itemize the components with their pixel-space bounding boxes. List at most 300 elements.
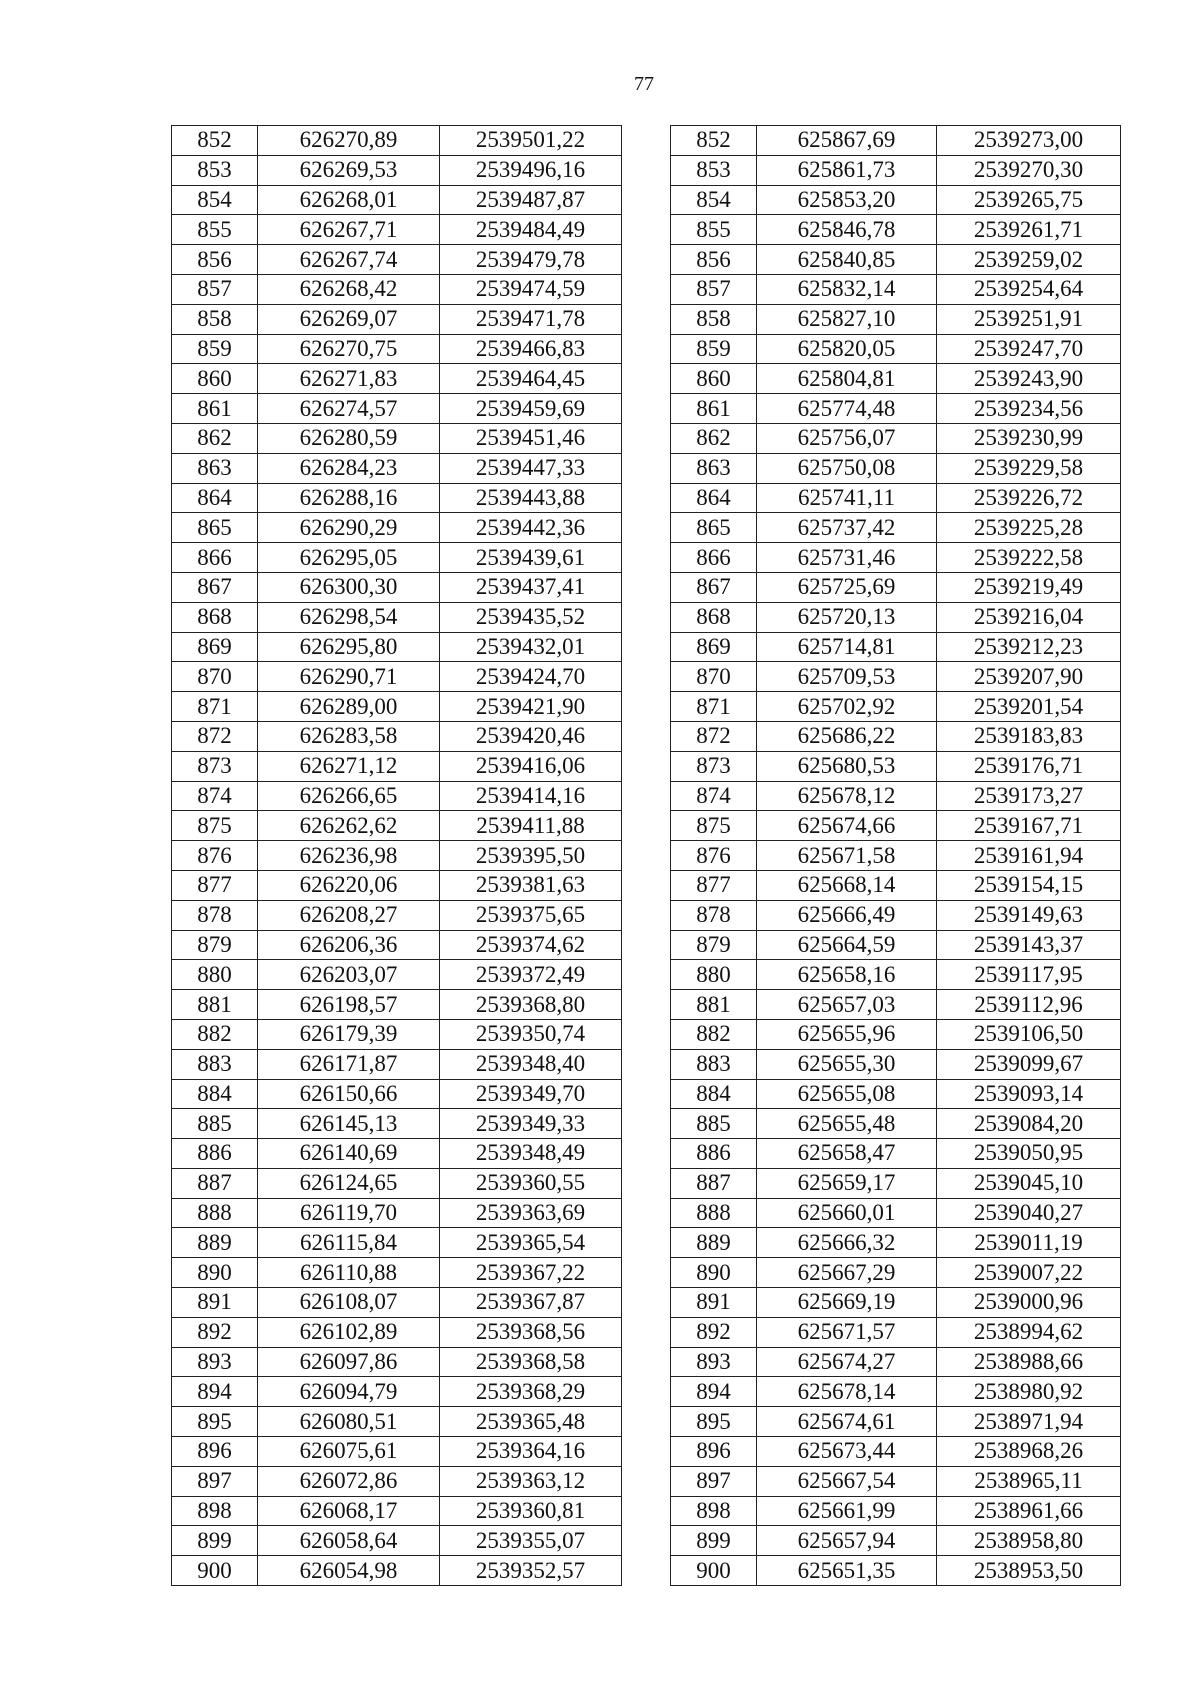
left-point-number: 852 xyxy=(172,126,258,156)
left-y-coordinate: 2539439,61 xyxy=(440,543,622,573)
left-y-coordinate: 2539487,87 xyxy=(440,185,622,215)
right-x-coordinate: 625671,57 xyxy=(757,1317,937,1347)
table-row xyxy=(172,1466,1121,1496)
table-row xyxy=(172,1288,1121,1318)
column-separator xyxy=(622,1407,671,1437)
right-point-number: 872 xyxy=(671,721,757,751)
right-point-number: 868 xyxy=(671,602,757,632)
left-y-coordinate: 2539395,50 xyxy=(440,841,622,871)
column-separator xyxy=(622,1198,671,1228)
right-y-coordinate: 2539259,02 xyxy=(937,245,1121,275)
table-row xyxy=(172,1317,1121,1347)
column-separator xyxy=(622,1139,671,1169)
left-x-coordinate: 626075,61 xyxy=(258,1437,440,1467)
right-x-coordinate: 625720,13 xyxy=(757,602,937,632)
right-y-coordinate: 2539247,70 xyxy=(937,334,1121,364)
right-x-coordinate: 625853,20 xyxy=(757,185,937,215)
left-y-coordinate: 2539367,22 xyxy=(440,1258,622,1288)
right-x-coordinate: 625680,53 xyxy=(757,751,937,781)
right-point-number: 899 xyxy=(671,1526,757,1556)
left-point-number: 883 xyxy=(172,1049,258,1079)
left-point-number: 877 xyxy=(172,870,258,900)
table-row xyxy=(172,245,1121,275)
table-row xyxy=(172,1049,1121,1079)
left-y-coordinate: 2539365,54 xyxy=(440,1228,622,1258)
left-y-coordinate: 2539414,16 xyxy=(440,781,622,811)
column-separator xyxy=(622,483,671,513)
left-y-coordinate: 2539375,65 xyxy=(440,900,622,930)
column-separator xyxy=(622,811,671,841)
left-point-number: 880 xyxy=(172,960,258,990)
left-point-number: 875 xyxy=(172,811,258,841)
left-y-coordinate: 2539466,83 xyxy=(440,334,622,364)
table-row xyxy=(172,483,1121,513)
right-x-coordinate: 625655,96 xyxy=(757,1019,937,1049)
left-x-coordinate: 626220,06 xyxy=(258,870,440,900)
left-y-coordinate: 2539443,88 xyxy=(440,483,622,513)
left-x-coordinate: 626171,87 xyxy=(258,1049,440,1079)
right-point-number: 860 xyxy=(671,364,757,394)
right-y-coordinate: 2538958,80 xyxy=(937,1526,1121,1556)
right-x-coordinate: 625666,49 xyxy=(757,900,937,930)
left-y-coordinate: 2539374,62 xyxy=(440,930,622,960)
right-x-coordinate: 625655,30 xyxy=(757,1049,937,1079)
column-separator xyxy=(622,1049,671,1079)
left-point-number: 874 xyxy=(172,781,258,811)
left-x-coordinate: 626290,71 xyxy=(258,662,440,692)
page-number: 77 xyxy=(634,73,654,95)
left-x-coordinate: 626119,70 xyxy=(258,1198,440,1228)
left-point-number: 889 xyxy=(172,1228,258,1258)
right-x-coordinate: 625668,14 xyxy=(757,870,937,900)
left-x-coordinate: 626206,36 xyxy=(258,930,440,960)
left-point-number: 884 xyxy=(172,1079,258,1109)
column-separator xyxy=(622,960,671,990)
left-point-number: 895 xyxy=(172,1407,258,1437)
right-y-coordinate: 2539093,14 xyxy=(937,1079,1121,1109)
right-y-coordinate: 2539149,63 xyxy=(937,900,1121,930)
left-x-coordinate: 626268,01 xyxy=(258,185,440,215)
column-separator xyxy=(622,632,671,662)
column-separator xyxy=(622,155,671,185)
left-x-coordinate: 626270,75 xyxy=(258,334,440,364)
coordinates-table-body xyxy=(172,126,1121,1586)
right-point-number: 866 xyxy=(671,543,757,573)
column-separator xyxy=(622,1437,671,1467)
left-y-coordinate: 2539349,70 xyxy=(440,1079,622,1109)
right-point-number: 898 xyxy=(671,1496,757,1526)
left-x-coordinate: 626270,89 xyxy=(258,126,440,156)
column-separator xyxy=(622,662,671,692)
left-point-number: 891 xyxy=(172,1288,258,1318)
right-x-coordinate: 625655,08 xyxy=(757,1079,937,1109)
column-separator xyxy=(622,1228,671,1258)
left-point-number: 864 xyxy=(172,483,258,513)
right-x-coordinate: 625867,69 xyxy=(757,126,937,156)
left-x-coordinate: 626054,98 xyxy=(258,1556,440,1586)
right-y-coordinate: 2539084,20 xyxy=(937,1109,1121,1139)
right-point-number: 897 xyxy=(671,1466,757,1496)
column-separator xyxy=(622,751,671,781)
right-y-coordinate: 2539201,54 xyxy=(937,692,1121,722)
right-x-coordinate: 625741,11 xyxy=(757,483,937,513)
right-y-coordinate: 2539173,27 xyxy=(937,781,1121,811)
table-row xyxy=(172,1556,1121,1586)
left-point-number: 898 xyxy=(172,1496,258,1526)
left-point-number: 887 xyxy=(172,1168,258,1198)
column-separator xyxy=(622,870,671,900)
right-x-coordinate: 625702,92 xyxy=(757,692,937,722)
right-y-coordinate: 2539183,83 xyxy=(937,721,1121,751)
left-y-coordinate: 2539459,69 xyxy=(440,394,622,424)
right-y-coordinate: 2539007,22 xyxy=(937,1258,1121,1288)
column-separator xyxy=(622,215,671,245)
table-row xyxy=(172,1109,1121,1139)
left-point-number: 881 xyxy=(172,990,258,1020)
left-x-coordinate: 626208,27 xyxy=(258,900,440,930)
column-separator xyxy=(622,1317,671,1347)
left-y-coordinate: 2539424,70 xyxy=(440,662,622,692)
table-row xyxy=(172,662,1121,692)
left-x-coordinate: 626289,00 xyxy=(258,692,440,722)
table-row xyxy=(172,155,1121,185)
left-x-coordinate: 626080,51 xyxy=(258,1407,440,1437)
right-x-coordinate: 625651,35 xyxy=(757,1556,937,1586)
table-row xyxy=(172,334,1121,364)
left-point-number: 878 xyxy=(172,900,258,930)
right-y-coordinate: 2539099,67 xyxy=(937,1049,1121,1079)
left-y-coordinate: 2539349,33 xyxy=(440,1109,622,1139)
right-point-number: 867 xyxy=(671,572,757,602)
left-x-coordinate: 626097,86 xyxy=(258,1347,440,1377)
table-row xyxy=(172,394,1121,424)
left-y-coordinate: 2539372,49 xyxy=(440,960,622,990)
left-x-coordinate: 626300,30 xyxy=(258,572,440,602)
table-row xyxy=(172,1347,1121,1377)
right-y-coordinate: 2539273,00 xyxy=(937,126,1121,156)
left-y-coordinate: 2539421,90 xyxy=(440,692,622,722)
left-x-coordinate: 626290,29 xyxy=(258,513,440,543)
column-separator xyxy=(622,990,671,1020)
left-point-number: 868 xyxy=(172,602,258,632)
left-point-number: 879 xyxy=(172,930,258,960)
column-separator xyxy=(622,1168,671,1198)
left-y-coordinate: 2539348,40 xyxy=(440,1049,622,1079)
table-row xyxy=(172,126,1121,156)
left-x-coordinate: 626298,54 xyxy=(258,602,440,632)
left-x-coordinate: 626284,23 xyxy=(258,453,440,483)
table-row xyxy=(172,1139,1121,1169)
right-point-number: 865 xyxy=(671,513,757,543)
left-point-number: 900 xyxy=(172,1556,258,1586)
table-row xyxy=(172,811,1121,841)
right-x-coordinate: 625804,81 xyxy=(757,364,937,394)
right-point-number: 862 xyxy=(671,423,757,453)
right-y-coordinate: 2538994,62 xyxy=(937,1317,1121,1347)
right-point-number: 852 xyxy=(671,126,757,156)
left-x-coordinate: 626267,74 xyxy=(258,245,440,275)
left-point-number: 863 xyxy=(172,453,258,483)
right-x-coordinate: 625661,99 xyxy=(757,1496,937,1526)
left-y-coordinate: 2539368,80 xyxy=(440,990,622,1020)
column-separator xyxy=(622,1079,671,1109)
left-x-coordinate: 626108,07 xyxy=(258,1288,440,1318)
left-x-coordinate: 626115,84 xyxy=(258,1228,440,1258)
right-point-number: 864 xyxy=(671,483,757,513)
right-x-coordinate: 625709,53 xyxy=(757,662,937,692)
right-x-coordinate: 625714,81 xyxy=(757,632,937,662)
left-point-number: 890 xyxy=(172,1258,258,1288)
right-point-number: 887 xyxy=(671,1168,757,1198)
right-x-coordinate: 625756,07 xyxy=(757,423,937,453)
right-point-number: 881 xyxy=(671,990,757,1020)
left-x-coordinate: 626271,83 xyxy=(258,364,440,394)
left-x-coordinate: 626150,66 xyxy=(258,1079,440,1109)
left-y-coordinate: 2539365,48 xyxy=(440,1407,622,1437)
right-x-coordinate: 625820,05 xyxy=(757,334,937,364)
table-row xyxy=(172,572,1121,602)
column-separator xyxy=(622,1288,671,1318)
right-y-coordinate: 2539222,58 xyxy=(937,543,1121,573)
left-x-coordinate: 626267,71 xyxy=(258,215,440,245)
left-point-number: 858 xyxy=(172,304,258,334)
left-x-coordinate: 626058,64 xyxy=(258,1526,440,1556)
left-x-coordinate: 626280,59 xyxy=(258,423,440,453)
right-x-coordinate: 625840,85 xyxy=(757,245,937,275)
table-row xyxy=(172,602,1121,632)
right-x-coordinate: 625725,69 xyxy=(757,572,937,602)
right-point-number: 900 xyxy=(671,1556,757,1586)
right-y-coordinate: 2539265,75 xyxy=(937,185,1121,215)
column-separator xyxy=(622,1347,671,1377)
right-y-coordinate: 2539207,90 xyxy=(937,662,1121,692)
left-x-coordinate: 626094,79 xyxy=(258,1377,440,1407)
right-x-coordinate: 625674,61 xyxy=(757,1407,937,1437)
right-point-number: 890 xyxy=(671,1258,757,1288)
right-y-coordinate: 2539212,23 xyxy=(937,632,1121,662)
table-row xyxy=(172,1258,1121,1288)
column-separator xyxy=(622,423,671,453)
left-point-number: 886 xyxy=(172,1139,258,1169)
table-row xyxy=(172,453,1121,483)
right-point-number: 880 xyxy=(671,960,757,990)
column-separator xyxy=(622,394,671,424)
left-point-number: 857 xyxy=(172,274,258,304)
right-point-number: 861 xyxy=(671,394,757,424)
left-point-number: 899 xyxy=(172,1526,258,1556)
left-y-coordinate: 2539437,41 xyxy=(440,572,622,602)
left-x-coordinate: 626268,42 xyxy=(258,274,440,304)
column-separator xyxy=(622,185,671,215)
left-y-coordinate: 2539432,01 xyxy=(440,632,622,662)
left-y-coordinate: 2539364,16 xyxy=(440,1437,622,1467)
table-row xyxy=(172,304,1121,334)
right-x-coordinate: 625659,17 xyxy=(757,1168,937,1198)
left-x-coordinate: 626271,12 xyxy=(258,751,440,781)
left-point-number: 854 xyxy=(172,185,258,215)
left-x-coordinate: 626068,17 xyxy=(258,1496,440,1526)
right-y-coordinate: 2539050,95 xyxy=(937,1139,1121,1169)
table-row xyxy=(172,1168,1121,1198)
left-y-coordinate: 2539416,06 xyxy=(440,751,622,781)
column-separator xyxy=(622,1556,671,1586)
right-x-coordinate: 625750,08 xyxy=(757,453,937,483)
left-x-coordinate: 626179,39 xyxy=(258,1019,440,1049)
right-point-number: 859 xyxy=(671,334,757,364)
column-separator xyxy=(622,274,671,304)
right-y-coordinate: 2538953,50 xyxy=(937,1556,1121,1586)
right-x-coordinate: 625737,42 xyxy=(757,513,937,543)
right-y-coordinate: 2539117,95 xyxy=(937,960,1121,990)
table-row xyxy=(172,1496,1121,1526)
left-x-coordinate: 626266,65 xyxy=(258,781,440,811)
left-y-coordinate: 2539501,22 xyxy=(440,126,622,156)
table-row xyxy=(172,1377,1121,1407)
table-row xyxy=(172,721,1121,751)
left-y-coordinate: 2539479,78 xyxy=(440,245,622,275)
column-separator xyxy=(622,781,671,811)
left-x-coordinate: 626140,69 xyxy=(258,1139,440,1169)
column-separator xyxy=(622,900,671,930)
left-y-coordinate: 2539368,58 xyxy=(440,1347,622,1377)
right-y-coordinate: 2538965,11 xyxy=(937,1466,1121,1496)
right-point-number: 878 xyxy=(671,900,757,930)
column-separator xyxy=(622,841,671,871)
right-point-number: 896 xyxy=(671,1437,757,1467)
column-separator xyxy=(622,572,671,602)
column-separator xyxy=(622,334,671,364)
left-x-coordinate: 626072,86 xyxy=(258,1466,440,1496)
right-point-number: 854 xyxy=(671,185,757,215)
right-x-coordinate: 625673,44 xyxy=(757,1437,937,1467)
right-point-number: 869 xyxy=(671,632,757,662)
left-point-number: 876 xyxy=(172,841,258,871)
left-y-coordinate: 2539363,69 xyxy=(440,1198,622,1228)
left-x-coordinate: 626269,53 xyxy=(258,155,440,185)
left-y-coordinate: 2539484,49 xyxy=(440,215,622,245)
left-x-coordinate: 626124,65 xyxy=(258,1168,440,1198)
right-x-coordinate: 625655,48 xyxy=(757,1109,937,1139)
left-x-coordinate: 626274,57 xyxy=(258,394,440,424)
right-y-coordinate: 2539106,50 xyxy=(937,1019,1121,1049)
left-point-number: 855 xyxy=(172,215,258,245)
left-point-number: 882 xyxy=(172,1019,258,1049)
right-point-number: 877 xyxy=(671,870,757,900)
right-x-coordinate: 625846,78 xyxy=(757,215,937,245)
coordinates-table xyxy=(171,125,1121,1586)
left-point-number: 861 xyxy=(172,394,258,424)
right-y-coordinate: 2539167,71 xyxy=(937,811,1121,841)
right-point-number: 886 xyxy=(671,1139,757,1169)
right-point-number: 885 xyxy=(671,1109,757,1139)
column-separator xyxy=(622,543,671,573)
table-row xyxy=(172,513,1121,543)
left-y-coordinate: 2539355,07 xyxy=(440,1526,622,1556)
left-y-coordinate: 2539348,49 xyxy=(440,1139,622,1169)
right-x-coordinate: 625660,01 xyxy=(757,1198,937,1228)
left-point-number: 862 xyxy=(172,423,258,453)
right-point-number: 853 xyxy=(671,155,757,185)
left-y-coordinate: 2539496,16 xyxy=(440,155,622,185)
right-y-coordinate: 2538971,94 xyxy=(937,1407,1121,1437)
right-x-coordinate: 625657,94 xyxy=(757,1526,937,1556)
right-y-coordinate: 2539230,99 xyxy=(937,423,1121,453)
right-point-number: 856 xyxy=(671,245,757,275)
right-y-coordinate: 2539251,91 xyxy=(937,304,1121,334)
column-separator xyxy=(622,453,671,483)
left-point-number: 865 xyxy=(172,513,258,543)
right-y-coordinate: 2539270,30 xyxy=(937,155,1121,185)
column-separator xyxy=(622,364,671,394)
left-point-number: 859 xyxy=(172,334,258,364)
right-point-number: 888 xyxy=(671,1198,757,1228)
left-y-coordinate: 2539368,29 xyxy=(440,1377,622,1407)
left-point-number: 894 xyxy=(172,1377,258,1407)
right-point-number: 858 xyxy=(671,304,757,334)
left-y-coordinate: 2539442,36 xyxy=(440,513,622,543)
right-point-number: 863 xyxy=(671,453,757,483)
left-point-number: 892 xyxy=(172,1317,258,1347)
right-x-coordinate: 625731,46 xyxy=(757,543,937,573)
right-point-number: 889 xyxy=(671,1228,757,1258)
left-x-coordinate: 626269,07 xyxy=(258,304,440,334)
left-point-number: 867 xyxy=(172,572,258,602)
right-x-coordinate: 625674,27 xyxy=(757,1347,937,1377)
right-x-coordinate: 625678,12 xyxy=(757,781,937,811)
table-row xyxy=(172,692,1121,722)
left-point-number: 860 xyxy=(172,364,258,394)
right-y-coordinate: 2538961,66 xyxy=(937,1496,1121,1526)
table-row xyxy=(172,900,1121,930)
right-x-coordinate: 625827,10 xyxy=(757,304,937,334)
table-row xyxy=(172,990,1121,1020)
right-y-coordinate: 2539219,49 xyxy=(937,572,1121,602)
column-separator xyxy=(622,602,671,632)
left-y-coordinate: 2539435,52 xyxy=(440,602,622,632)
left-y-coordinate: 2539352,57 xyxy=(440,1556,622,1586)
left-point-number: 885 xyxy=(172,1109,258,1139)
table-row xyxy=(172,364,1121,394)
right-x-coordinate: 625832,14 xyxy=(757,274,937,304)
right-y-coordinate: 2539261,71 xyxy=(937,215,1121,245)
table-row xyxy=(172,1437,1121,1467)
right-y-coordinate: 2539045,10 xyxy=(937,1168,1121,1198)
left-point-number: 853 xyxy=(172,155,258,185)
right-point-number: 871 xyxy=(671,692,757,722)
right-x-coordinate: 625667,29 xyxy=(757,1258,937,1288)
table-row xyxy=(172,1079,1121,1109)
column-separator xyxy=(622,245,671,275)
left-point-number: 896 xyxy=(172,1437,258,1467)
right-point-number: 892 xyxy=(671,1317,757,1347)
left-x-coordinate: 626102,89 xyxy=(258,1317,440,1347)
table-row xyxy=(172,1198,1121,1228)
right-point-number: 855 xyxy=(671,215,757,245)
table-row xyxy=(172,841,1121,871)
column-separator xyxy=(622,721,671,751)
column-separator xyxy=(622,930,671,960)
right-y-coordinate: 2538968,26 xyxy=(937,1437,1121,1467)
column-separator xyxy=(622,1019,671,1049)
left-y-coordinate: 2539471,78 xyxy=(440,304,622,334)
right-y-coordinate: 2539234,56 xyxy=(937,394,1121,424)
left-x-coordinate: 626236,98 xyxy=(258,841,440,871)
left-point-number: 856 xyxy=(172,245,258,275)
left-y-coordinate: 2539350,74 xyxy=(440,1019,622,1049)
column-separator xyxy=(622,1109,671,1139)
table-row xyxy=(172,423,1121,453)
table-row xyxy=(172,1019,1121,1049)
